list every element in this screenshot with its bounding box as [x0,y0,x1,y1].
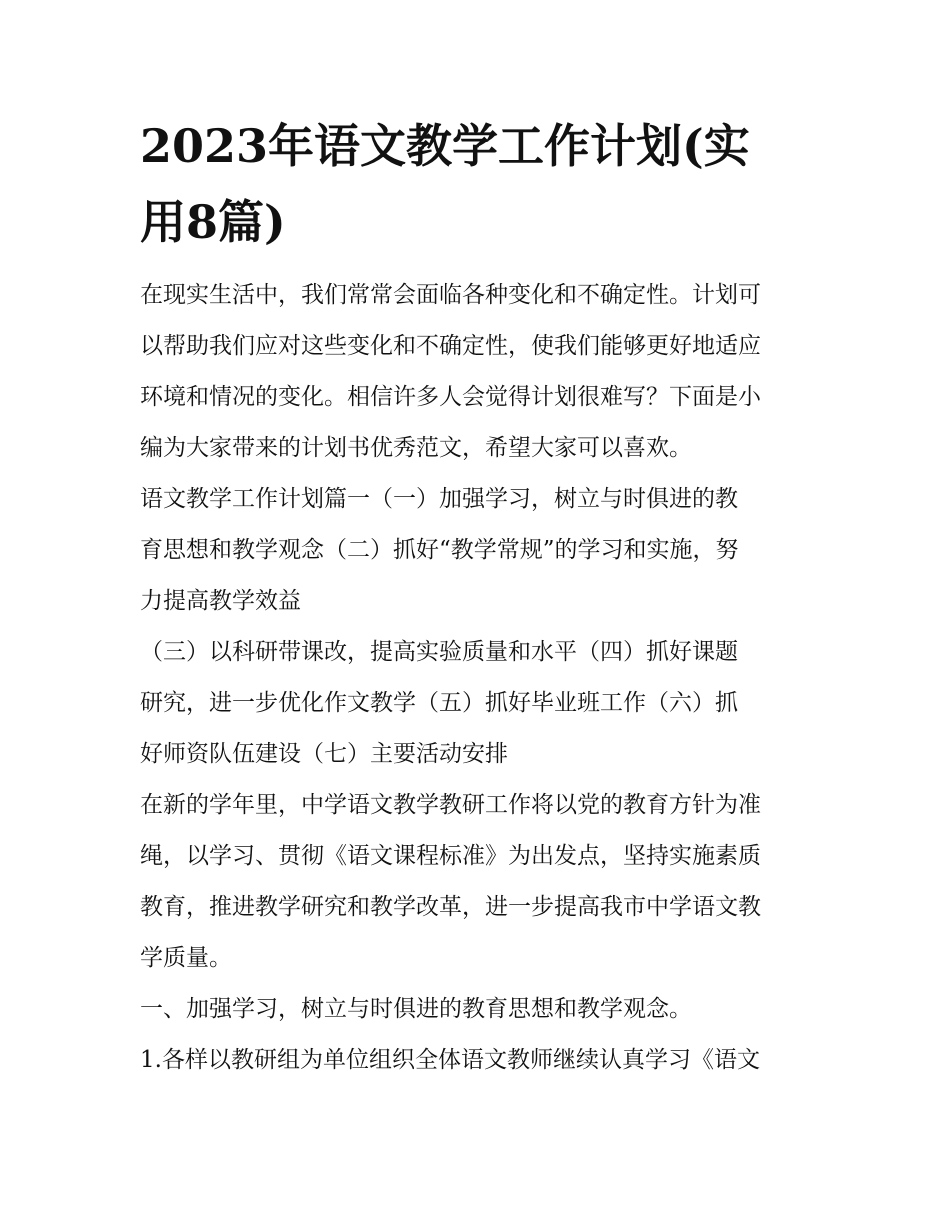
outline-line-4: （三）以科研带课改，提高实验质量和水平（四）抓好课题 [140,639,738,665]
body-line-4: 学质量。 [140,945,232,971]
intro-line-4: 编为大家带来的计划书优秀范文，希望大家可以喜欢。 [140,435,692,461]
outline-line-5: 研究，进一步优化作文教学（五）抓好毕业班工作（六）抓 [140,690,738,716]
outline-line-3: 力提高教学效益 [140,588,301,614]
document-page [140,108,812,1086]
body-line-3: 教育，推进教学研究和教学改革，进一步提高我市中学语文教 [140,894,761,920]
outline-line-1: 语文教学工作计划篇一（一）加强学习，树立与时俱进的教 [140,486,738,512]
section-item-1: 1.各样以教研组为单位组织全体语文教师继续认真学习《语文 [140,1047,760,1073]
intro-line-1: 在现实生活中，我们常常会面临各种变化和不确定性。计划可 [140,282,761,308]
outline-line-6: 好师资队伍建设（七）主要活动安排 [140,741,508,767]
title-line-1: 2023年语文教学工作计划(实 [140,119,750,173]
title-line-2: 用8篇) [140,195,286,249]
outline-line-2: 育思想和教学观念（二）抓好“教学常规”的学习和实施，努 [140,537,739,563]
body-line-1: 在新的学年里，中学语文教学教研工作将以党的教育方针为准 [140,792,761,818]
intro-line-2: 以帮助我们应对这些变化和不确定性，使我们能够更好地适应 [140,333,761,359]
section-heading-1: 一、加强学习，树立与时俱进的教育思想和教学观念。 [140,996,692,1022]
body-line-2: 绳，以学习、贯彻《语文课程标准》为出发点，坚持实施素质 [140,843,761,869]
intro-line-3: 环境和情况的变化。相信许多人会觉得计划很难写？下面是小 [140,384,761,410]
document-title [140,108,812,260]
